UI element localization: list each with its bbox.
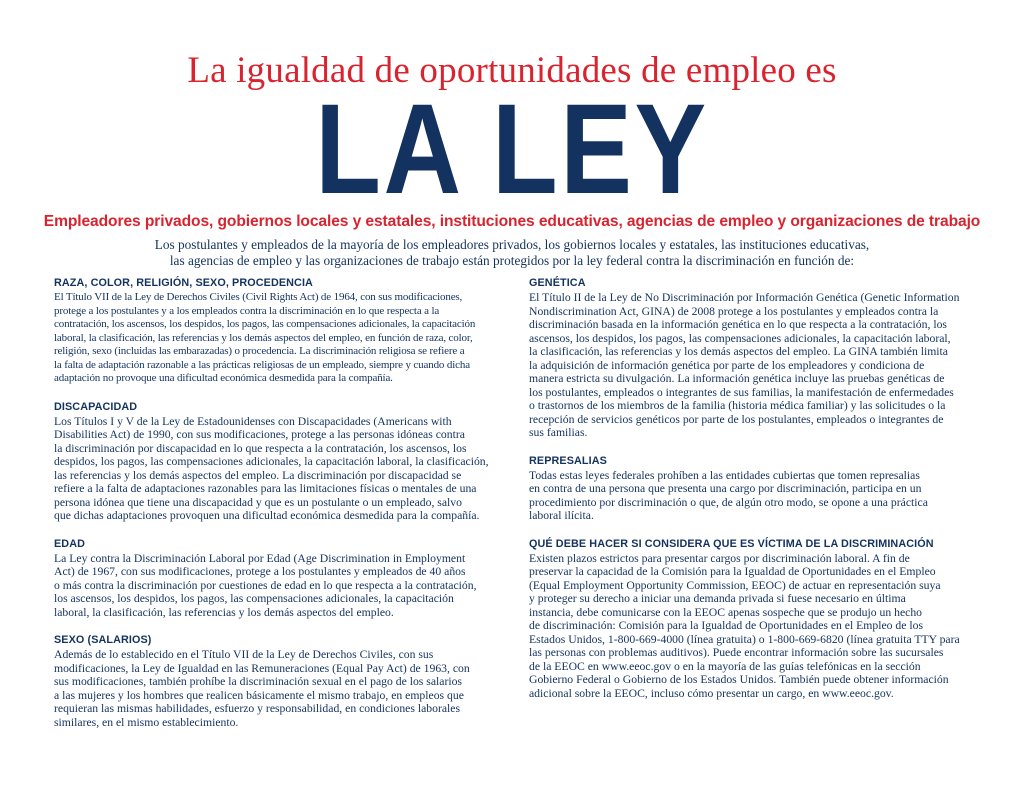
section-title: SEXO (SALARIOS) <box>54 634 152 646</box>
text-line: Todas estas leyes federales prohíben a las entidades cubiertas que tomen represalias <box>529 468 920 482</box>
section-body <box>54 552 494 620</box>
section-sexo-salarios <box>54 634 494 729</box>
text-line: Además de lo establecido en el Título VII de la Ley de Derechos Civiles, con sus <box>54 648 434 661</box>
text-line: en contra de una persona que presenta una cargo por discriminación, participa en un <box>529 482 922 495</box>
text-line: El Título VII de la Ley de Derechos Civiles (Civil Rights Act) de 1964, con sus modificaciones, <box>54 291 463 303</box>
text-line: modificaciones, la Ley de Igualdad en las Remuneraciones (Equal Pay Act) de 1963, con <box>54 661 470 675</box>
section-title: GENÉTICA <box>529 277 586 289</box>
intro-line: Los postulantes y empleados de la mayoría de los empleadores privados, los gobiernos locales y estatales, las instituciones educativas, <box>154 237 870 252</box>
text-line: los postulantes, empleados o integrantes de sus familias, la manifestación de enfermedades <box>529 385 954 399</box>
text-line: religión, sexo (incluidas las embarazadas) o procedencia. La discriminación religiosa se refiere a <box>54 345 465 357</box>
section-title: QUÉ DEBE HACER SI CONSIDERA QUE ES VÍCTIMA DE LA DISCRIMINACIÓN <box>529 537 934 550</box>
section-body <box>529 552 971 701</box>
text-line: laboral, la clasificación, las referencias y los demás aspectos del empleo. <box>54 605 394 619</box>
text-line: que dichas adaptaciones provoquen una dificultad económica desmedida para la compañía. <box>54 509 480 522</box>
text-line: de la EEOC en www.eeoc.gov o en la mayoría de las guías telefónicas en la sección <box>529 659 921 673</box>
section-body <box>54 291 494 386</box>
text-line: laboral ilícita. <box>529 509 594 522</box>
section-discapacidad <box>54 401 494 523</box>
text-line: recepción de servicios genéticos por parte de los postulantes, empleados o integrantes de <box>529 412 944 426</box>
section-body <box>54 415 494 523</box>
text-line: instancia, debe comunicarse con la EEOC apenas sospeche que se produjo un hecho <box>529 605 923 619</box>
poster-title: La igualdad de oportunidades de empleo es <box>187 50 837 91</box>
section-body <box>54 648 494 729</box>
text-line: adaptación no provoque una dificultad económica desmedida para la compañía. <box>54 372 393 384</box>
text-line: la adquisición de información genética por parte de los empleadores y condiciona de <box>529 358 925 372</box>
text-line: preservar la capacidad de la Comisión para la Igualdad de Oportunidades en el Empleo <box>529 565 936 578</box>
text-line: refiere a la falta de adaptaciones razonables para las limitaciones físicas o mentales de una <box>54 482 477 495</box>
text-line: procedimiento por discriminación o que, de algún otro modo, se opone a una práctica <box>529 495 928 509</box>
text-line: Gobierno Federal o Gobierno de los Estados Unidos. También puede obtener información <box>529 673 949 686</box>
text-line: contratación, los ascensos, los despidos, los pagos, las compensaciones adicionales, la capacitación <box>54 318 476 330</box>
left-column <box>54 277 494 729</box>
text-line: El Título II de la Ley de No Discriminación por Información Genética (Genetic Information <box>529 291 960 304</box>
section-body <box>529 469 971 523</box>
text-line: despidos, los pagos, las compensaciones adicionales, la capacitación laboral, la clasificación, <box>54 455 489 468</box>
text-line: sus modificaciones, también prohíbe la discriminación sexual en el pago de los salarios <box>54 675 462 688</box>
text-line: la discriminación por discapacidad en lo que respecta a la contratación, los ascensos, los <box>54 441 467 455</box>
text-line: o más contra la discriminación por cuestiones de edad en lo que respecta a la contratación, <box>54 578 477 592</box>
text-line: Disabilities Act) de 1990, con sus modificaciones, protege a las personas idóneas contra <box>54 428 465 441</box>
section-title: EDAD <box>54 537 85 550</box>
text-line: adicional sobre la EEOC, incluso cómo presentar un cargo, en www.eeoc.gov. <box>529 686 894 700</box>
section-title: DISCAPACIDAD <box>54 400 138 413</box>
text-line: requieran las mismas habilidades, esfuerzo y responsabilidad, en condiciones laborales <box>54 702 461 715</box>
text-line: laboral, la clasificación, las referencias y los demás aspectos del empleo, en función de raza, color, <box>54 331 473 344</box>
text-line: la clasificación, las referencias y los demás aspectos del empleo. La GINA también limita <box>529 345 948 358</box>
section-raza <box>54 277 494 386</box>
right-column <box>529 277 971 700</box>
text-line: las referencias y los demás aspectos del empleo. La discriminación por discapacidad se <box>54 468 462 482</box>
text-line: las personas con problemas auditivos). Puede encontrar información sobre las sucursales <box>529 646 944 659</box>
text-line: discriminación basada en la información genética en lo que respecta a la contratación, los <box>529 318 947 331</box>
text-line: a las mujeres y los hombres que realicen básicamente el mismo trabajo, en empleos que <box>54 688 464 702</box>
text-line: de discriminación: Comisión para la Igualdad de Oportunidades en el Empleo de los <box>529 619 924 632</box>
text-line: protege a los postulantes y a los empleados contra la discriminación en lo que respecta a la <box>54 304 440 317</box>
text-line: sus familias. <box>529 426 588 439</box>
section-que-hacer <box>529 538 971 701</box>
poster-subtitle: Empleadores privados, gobiernos locales y estatales, instituciones educativas, agencias de empleo y organizaciones de trabajo <box>43 213 981 230</box>
big-title: LA LEY <box>315 78 709 221</box>
text-line: similares, en el mismo establecimiento. <box>54 715 239 729</box>
text-line: persona idónea que tiene una discapacidad y que es un postulante o un empleado, salvo <box>54 495 462 509</box>
text-line: Los Títulos I y V de la Ley de Estadounidenses con Discapacidades (Americans with <box>54 414 452 428</box>
intro-line: las agencias de empleo y las organizaciones de trabajo están protegidos por la ley federal contra la discriminación en función de: <box>169 253 855 268</box>
text-line: Existen plazos estrictos para presentar cargos por discriminación laboral. A fin de <box>529 551 910 565</box>
section-edad <box>54 538 494 620</box>
text-line: los ascensos, los despidos, los pagos, las compensaciones adicionales, la capacitación <box>54 592 454 605</box>
section-genetica <box>529 277 971 440</box>
text-line: manera estricta su divulgación. La información genética incluye las pruebas genéticas de <box>529 372 945 385</box>
section-title: RAZA, COLOR, RELIGIÓN, SEXO, PROCEDENCIA <box>54 277 313 289</box>
text-line: La Ley contra la Discriminación Laboral por Edad (Age Discrimination in Employment <box>54 551 466 565</box>
text-line: y proteger su derecho a iniciar una demanda privada si fuese necesario en última <box>529 592 906 605</box>
section-title: REPRESALIAS <box>529 454 607 467</box>
text-line: Nondiscrimination Act, GINA) de 2008 protege a los postulantes y empleados contra la <box>529 304 939 318</box>
section-represalias <box>529 455 971 523</box>
text-line: la falta de adaptación razonable a las prácticas religiosas de un empleado, siempre y cuando dicha <box>54 358 470 371</box>
intro-paragraph <box>0 237 1024 269</box>
text-line: o trastornos de los miembros de la familia (historia médica familiar) y las solicitudes o la <box>529 399 946 412</box>
text-line: ascensos, los despidos, los pagos, las compensaciones adicionales, la capacitación laboral, <box>529 331 951 345</box>
section-body <box>529 291 971 440</box>
text-line: Estados Unidos, 1-800-669-4000 (línea gratuita) o 1-800-669-6820 (línea gratuita TTY para <box>529 632 960 646</box>
text-line: (Equal Employment Opportunity Commission, EEOC) de actuar en representación suya <box>529 578 941 592</box>
text-line: Act) de 1967, con sus modificaciones, protege a los postulantes y empleados de 40 años <box>54 565 466 578</box>
